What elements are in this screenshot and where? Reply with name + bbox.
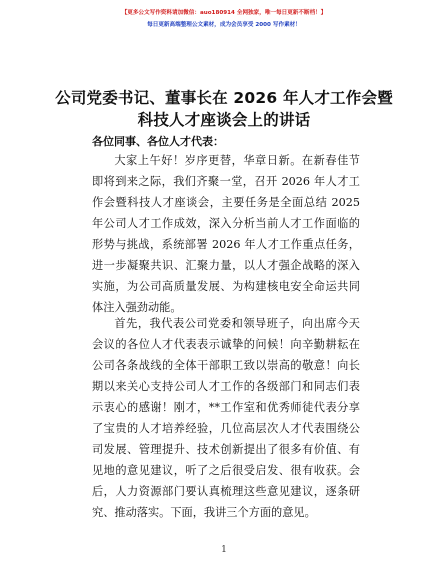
document-title-line-2: 科技人才座谈会上的讲话 [137, 111, 311, 129]
page-number: 1 [221, 545, 227, 555]
body-paragraph-1: 大家上午好！岁序更替，华章日新。在新春佳节即将到来之际，我们齐聚一堂，召开 2026 年人才工作会暨科技人才座谈会，主要任务是全面总结 2025 年公司人才工作成效，深入分析当前人才工作面临的形势与挑战，系统部署 2026 年人才工作重点任务，进一步凝聚共识、汇聚力量，以人才强企战略的深入实施，为公司高质量发展、为构建核电安全命运共同体注入强劲动能。 [92, 154, 360, 314]
promo-banner-line-1: 【更多公文写作资料请加微信：auo180914 全网独家，唯一每日更新不断档！】 [121, 10, 327, 16]
document-title-line-1: 公司党委书记、董事长在 2026 年人才工作会暨 [55, 89, 393, 107]
body-paragraph-2: 首先，我代表公司党委和领导班子，向出席今天会议的各位人才代表表示诚挚的问候！向辛勤耕耘在公司各条战线的全体干部职工致以崇高的敬意！向长期以来关心支持公司人才工作的各级部门和同志们表示衷心的感谢！刚才，**工作室和优秀师徒代表分享了宝贵的人才培养经验，几位高层次人才代表围绕公司发展、管理提升、技术创新提出了很多有价值、有见地的意见建议，听了之后很受启发、很有收获。会后，人力资源部门要认真梳理这些意见建议，逐条研究、推动落实。下面，我讲三个方面的意见。 [92, 317, 360, 519]
promo-banner-line-2: 每日更新高端整理公文素材，成为会员享受 2000 写作素材！ [147, 22, 301, 28]
salutation: 各位同事、各位人才代表： [92, 135, 224, 148]
